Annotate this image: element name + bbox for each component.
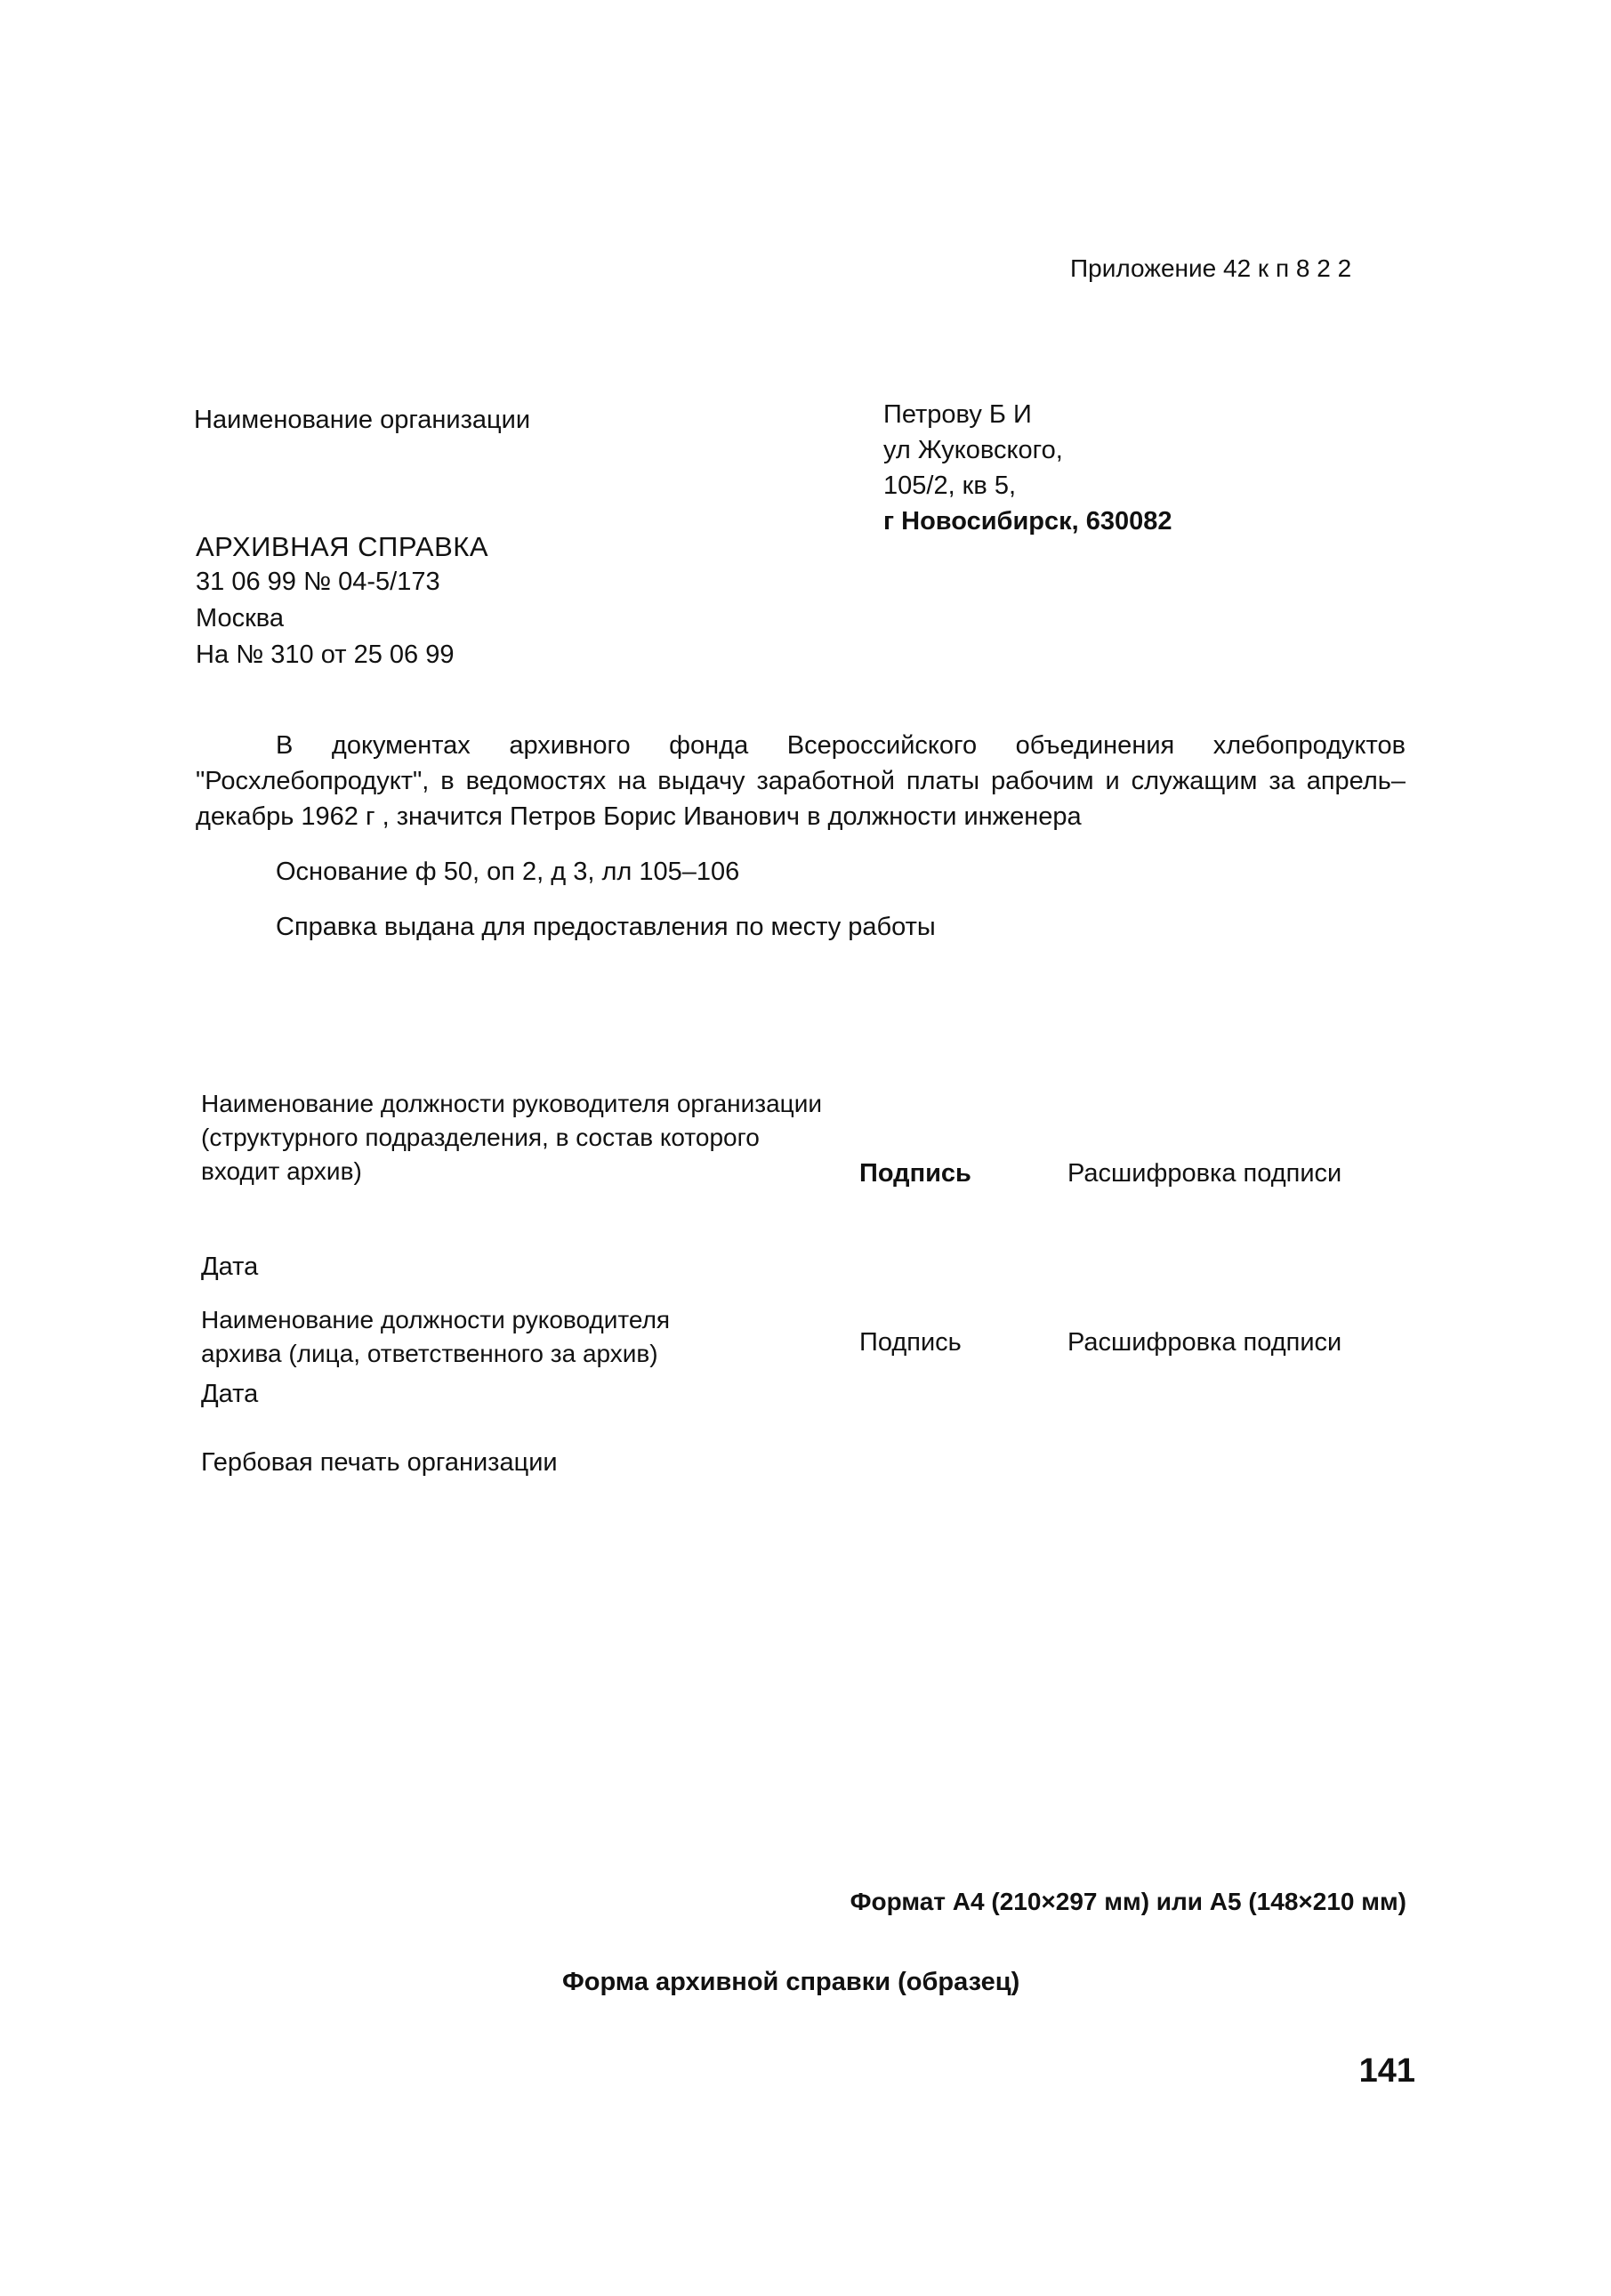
archive-signature-decode: Расшифровка подписи <box>1067 1328 1342 1357</box>
head-position-label: Наименование должности руководителя организации (структурного подразделения, в состав которого входит архив) <box>201 1090 822 1185</box>
head-signature-decode: Расшифровка подписи <box>1067 1159 1342 1188</box>
date-label-2: Дата <box>201 1380 259 1408</box>
issued-for-line: Справка выдана для предоставления по месту работы <box>276 913 936 941</box>
recipient-address <box>883 397 1172 539</box>
archive-signature-label: Подпись <box>859 1328 962 1357</box>
annex-reference: Приложение 42 к п 8 2 2 <box>1070 254 1352 282</box>
format-note: Формат А4 (210×297 мм) или А5 (148×210 мм) <box>850 1888 1406 1915</box>
certificate-reference: На № 310 от 25 06 99 <box>196 640 455 669</box>
certificate-number: 31 06 99 № 04-5/173 <box>196 568 440 596</box>
date-label-1: Дата <box>201 1253 259 1281</box>
recipient-house: 105/2, кв 5, <box>883 471 1017 500</box>
organization-label: Наименование организации <box>194 406 531 434</box>
recipient-name: Петрову Б И <box>883 400 1032 429</box>
seal-label: Гербовая печать организации <box>201 1448 558 1477</box>
body-paragraph: В документах архивного фонда Всероссийского объединения хлебопродуктов "Росхлебопродукт", в ведомостях на выдачу заработной платы рабочим и служащим за апрель–декабрь 1962 г , значится Петров Борис Иванович в должности инженера <box>196 731 1406 831</box>
certificate-title: АРХИВНАЯ СПРАВКА <box>196 531 489 562</box>
page-number: 141 <box>1358 2052 1415 2090</box>
certificate-body <box>196 728 1406 945</box>
archive-position-label: Наименование должности руководителя архива (лица, ответственного за архив) <box>201 1306 671 1367</box>
recipient-city: г Новосибирск, 630082 <box>883 507 1172 536</box>
certificate-place: Москва <box>196 604 285 632</box>
recipient-street: ул Жуковского, <box>883 436 1063 464</box>
basis-line: Основание ф 50, оп 2, д 3, лл 105–106 <box>276 858 740 886</box>
head-signature-label: Подпись <box>859 1159 971 1188</box>
certificate-header <box>196 528 488 673</box>
form-caption: Форма архивной справки (образец) <box>562 1968 1020 1996</box>
